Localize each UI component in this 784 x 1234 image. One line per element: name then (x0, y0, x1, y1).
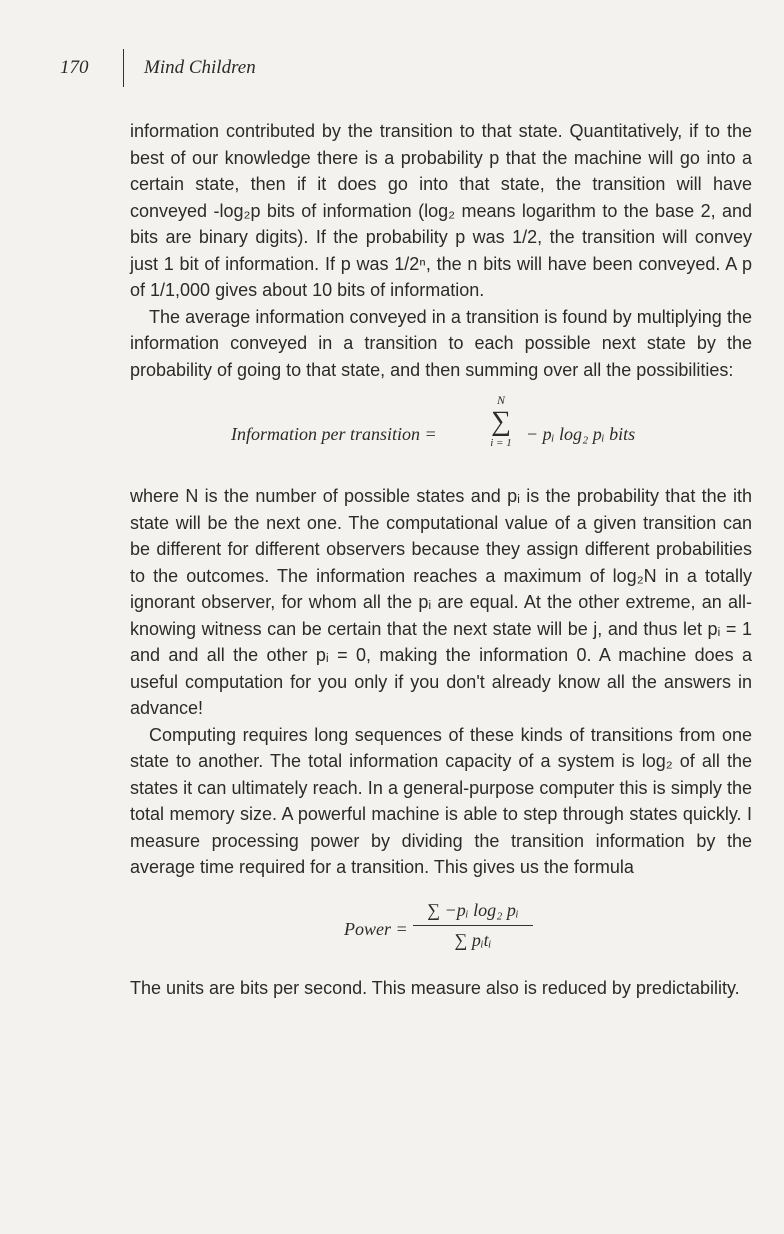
fraction-numerator: ∑ −pᵢ log₂ pᵢ (413, 897, 533, 927)
equation-information-per-transition (130, 387, 752, 479)
running-title: Mind Children (144, 57, 256, 78)
paragraph-2: The average information conveyed in a transition is found by multiplying the information conveyed in a transition to each possible next state by the probability of going to that state, and then summing over all the possibilities: (130, 306, 752, 380)
power-fraction (413, 897, 533, 954)
page-number: 170 (60, 57, 89, 78)
sigma-glyph: ∑ (491, 406, 511, 437)
equation-1-rhs: − pᵢ log₂ pᵢ bits (526, 424, 636, 444)
summation-symbol (486, 393, 516, 449)
paragraph-3: where N is the number of possible states and pᵢ is the probability that the ith state will be the next one. The computational value of a given transition can be different for different observers because they assign different probabilities to the outcomes. The information reaches a maximum of log₂N in a totally ignorant observer, for whom all the pᵢ are equal. At the other extreme, an all-knowing witness can be certain that the next state will be j, and thus let pᵢ = 1 and and all the other pᵢ = 0, making the information 0. A machine does a useful computation for you only if you don't already know all the answers in advance! (130, 486, 752, 718)
running-header (60, 51, 256, 85)
paragraph-4: Computing requires long sequences of these kinds of transitions from one state to another. The total information capacity of a system is log₂ of all the states it can ultimately reach. In a general-purpose computer this is simply the total memory size. A powerful machine is able to step through states quickly. I measure processing power by dividing the transition information by the average time required for a transition. This gives us the formula (130, 724, 752, 877)
paragraph-5: The units are bits per second. This measure also is reduced by predictability. (130, 977, 740, 998)
summation-upper-limit: N (496, 393, 505, 407)
equation-power (130, 895, 752, 961)
page-body (130, 118, 752, 1001)
equation-1-lhs: Information per transition = (231, 424, 437, 444)
summation-lower-limit: i = 1 (490, 437, 512, 449)
paragraph-1: information contributed by the transition to that state. Quantitatively, if to the best of our knowledge there is a probability p that the machine will go into a certain state, then if it does go into that state, the transition will have conveyed -log₂p bits of information (log₂ means logarithm to the base 2, and bits are binary digits). If the probability p was 1/2, the transition will convey just 1 bit of information. If p was 1/2ⁿ, the n bits will have been conveyed. A p of 1/1,000 gives about 10 bits of information. (130, 121, 752, 300)
fraction-denominator: ∑ pᵢtᵢ (454, 930, 492, 950)
equation-2-lhs: Power = (344, 918, 408, 939)
header-divider (123, 49, 124, 87)
